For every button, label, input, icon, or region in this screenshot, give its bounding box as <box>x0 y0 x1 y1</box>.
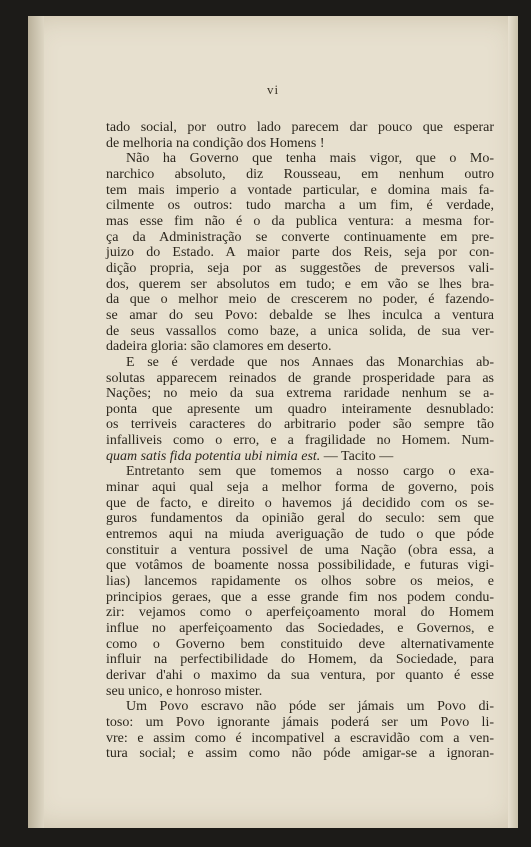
text-line: os terriveis caracteres do arbitrario poder são sempre tão <box>106 417 494 433</box>
paragraph-3 <box>106 355 494 465</box>
text-line: E se é verdade que nos Annaes das Monarchias ab- <box>126 354 494 370</box>
text-line: entremos aqui na miuda averiguação de tudo o que póde <box>106 527 494 543</box>
text-line: se amar do seu Povo: debalde se lhes inculca a ventura <box>106 307 494 323</box>
paragraph-1 <box>106 120 494 151</box>
paragraph-5 <box>106 699 494 762</box>
quote-attribution: — Tacito — <box>323 448 394 464</box>
text-line: narchico absoluto, diz Rousseau, em nenhum outro <box>106 166 494 182</box>
text-line: zir: vejamos como o aperfeiçoamento moral do Homem <box>106 605 494 621</box>
text-line: da que o melhor meio de crescerem no poder, é fazendo- <box>106 292 494 308</box>
body-text <box>106 120 494 762</box>
text-line: como o Governo bem constituido deve alternativamente <box>106 636 494 652</box>
text-line: tura social; e assim como não póde amigar-se a ignoran- <box>106 746 494 762</box>
text-line: lias) lancemos rapidamente os olhos sobre os meios, e <box>106 574 494 590</box>
text-line: principios geraes, que a esse grande fim nos podem condu- <box>106 589 494 605</box>
text-line: Um Povo escravo não póde ser jámais um Povo di- <box>126 699 494 715</box>
book-page <box>28 16 518 828</box>
text-line: tem mais imperio a vontade particular, e domina mais fa- <box>106 182 494 198</box>
text-line: Entretanto sem que tomemos a nosso cargo o exa- <box>126 464 494 480</box>
text-line: ça da Administração se converte continuamente em pre- <box>106 229 494 245</box>
text-line: guros fundamentos da opinião geral do seculo: sem que <box>106 511 494 527</box>
text-line: Não ha Governo que tenha mais vigor, que o Mo- <box>126 151 494 167</box>
paragraph-2 <box>106 151 494 355</box>
text-line: de melhoria na condição dos Homens ! <box>106 135 325 151</box>
text-line: tado social, por outro lado parecem dar pouco que esperar <box>106 120 494 135</box>
text-line: influir na perfectibilidade do Homem, da Sociedade, para <box>106 652 494 668</box>
text-line: Nações; no meio da sua extrema raridade nenhum se a- <box>106 386 494 402</box>
text-line: infalliveis como o erro, e a fragilidade no Homem. Num- <box>106 433 494 449</box>
text-line: juizo do Estado. A maior parte dos Reis, seja por con- <box>106 245 494 261</box>
text-line: derivar d'ahi o maximo da sua ventura, por quanto é esse <box>106 667 494 683</box>
text-line: cilmente os outros: tudo marcha a um fim, é verdade, <box>106 198 494 214</box>
text-line: que votâmos de boamente nossa possibilidade, e futuras vigi- <box>106 558 494 574</box>
page-edge <box>508 16 518 828</box>
latin-quote: quam satis fida potentia ubi nimia est. <box>106 448 321 464</box>
text-line: constituir a ventura possivel de uma Nação (obra essa, a <box>106 542 494 558</box>
text-line: dadeira gloria: são clamores em deserto. <box>106 339 332 355</box>
text-line: dição propria, seja por as suggestões de preversos vali- <box>106 260 494 276</box>
text-line: de seus vassallos como baze, a unica solida, de sua ver- <box>106 323 494 339</box>
text-line: solutas apparecem reinados de grande prosperidade para as <box>106 370 494 386</box>
text-line: seu unico, e honroso mister. <box>106 683 263 699</box>
latin-quote-line <box>106 449 494 465</box>
text-line: mas esse fim não é o da publica ventura: a mesma for- <box>106 213 494 229</box>
text-line: ponta que apresente um quadro inteiramente desnublado: <box>106 401 494 417</box>
page-number: vi <box>266 82 280 97</box>
page-gutter <box>28 16 44 828</box>
text-line: influe no aperfeiçoamento das Sociedades, e Governos, e <box>106 621 494 636</box>
text-line: dos, querem ser absolutos em tudo; e em vão se lhes bra- <box>106 276 494 292</box>
text-line: vre: e assim como é incompativel a escravidão com a ven- <box>106 730 494 746</box>
paragraph-4 <box>106 464 494 699</box>
text-line: que de facto, e direito o havemos já decidido com os se- <box>106 495 494 511</box>
text-line: toso: um Povo ignorante jámais poderá ser um Povo li- <box>106 714 494 730</box>
text-line: minar aqui qual seja a melhor forma de governo, pois <box>106 480 494 496</box>
